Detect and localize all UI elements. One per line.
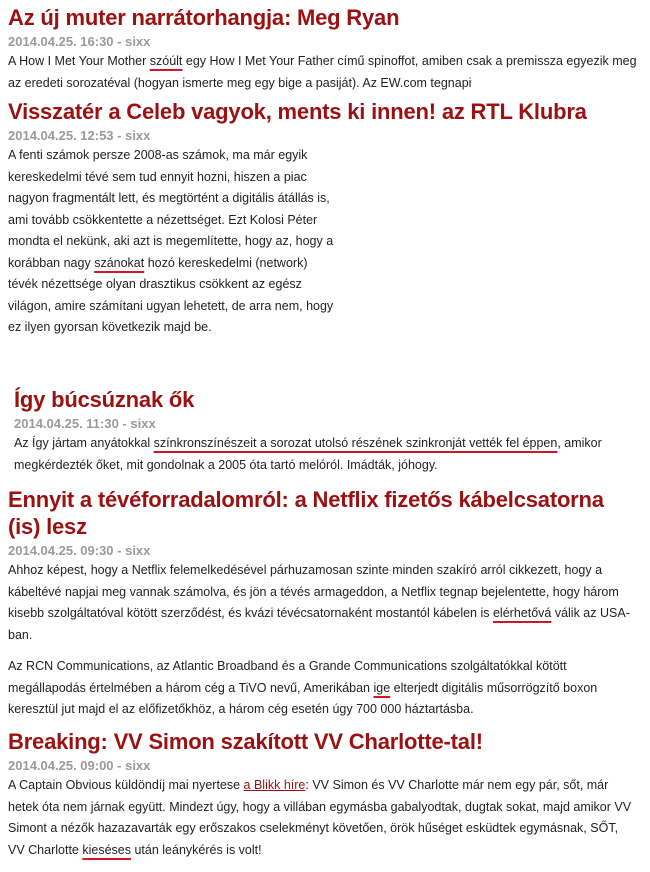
body-text: Az RCN Communications, az Atlantic Broadband és a Grande Communications szolgáltatókkal kötött megállapodás értelmében a három cég a TiVO nevű, Amerikában <box>8 659 567 695</box>
body-text: , amikor megkérdezték őket, mit gondolnak a 2005 óta tartó melóról. Imádták, jóhogy. <box>14 436 602 472</box>
body-text: : VV Simon és VV Charlotte már nem egy pár, sőt, már hetek óta nem járnak együtt. Mindezt úgy, hogy a villában egymásba gabalyodtak, dugtak sokat, majd amikor VV Simont a nézők hazazavarták egy erőszakos cselekményt követően, örök hűséget esküdtek egymásnak, SŐT, VV Charlotte <box>8 778 632 857</box>
post-5 <box>0 728 650 861</box>
body-text: válik az USA-ban. <box>8 606 630 642</box>
post-meta: 2014.04.25. 11:30 - sixx <box>14 416 156 431</box>
blikk-link[interactable]: a Blikk híre <box>243 778 306 792</box>
highlighted-word: szánokat <box>94 255 145 270</box>
post-body <box>0 51 650 94</box>
post-2 <box>0 98 650 339</box>
body-text: egy How I Met Your Father című spinoffot, amiben csak a premissza egyezik meg az eredeti sorozatéval (hogyan ismerte meg egy bige a pasiját). Az EW.com tegnapi <box>8 54 637 90</box>
post-title[interactable]: Így búcsúznak ők <box>14 387 195 412</box>
highlighted-word: szóúlt <box>149 54 183 68</box>
post-meta: 2014.04.25. 16:30 - sixx <box>8 34 151 49</box>
body-text: után leánykérés is volt! <box>130 842 262 857</box>
post-4 <box>0 486 650 721</box>
highlighted-word: elérhetővá <box>492 606 552 620</box>
post-title[interactable]: Ennyit a tévéforradalomról: a Netflix fizetős kábelcsatorna (is) lesz <box>8 487 604 539</box>
body-text: Az Így jártam anyátokkal <box>14 436 154 450</box>
post-title[interactable]: Az új muter narrátorhangja: Meg Ryan <box>8 5 400 30</box>
post-body <box>0 560 636 646</box>
body-text: A Captain Obvious küldöndíj mai nyertese <box>8 778 244 792</box>
post-meta: 2014.04.25. 12:53 - sixx <box>8 128 151 143</box>
body-text: A fenti számok persze 2008-as számok, ma már egyik kereskedelmi tévé sem tud ennyit hozni, hiszen a piac nagyon fragmentált lett, és megtörtént a digitális átállás is, ami tovább csökkentette a nézettséget. Ezt Kolosi Péter mondta el nekünk, aki azt is megemlítette, hogy az, hogy a korábban nagy <box>8 148 334 270</box>
highlighted-word: kieséses <box>82 842 131 857</box>
post-title[interactable]: Breaking: VV Simon szakított VV Charlotte-tal! <box>8 729 483 754</box>
highlighted-word: ige <box>373 680 391 695</box>
post-1 <box>0 4 650 94</box>
post-meta: 2014.04.25. 09:30 - sixx <box>8 543 151 558</box>
highlighted-phrase: színkronszínészeit a sorozat utolsó részének szinkronját vették fel éppen <box>153 436 558 450</box>
post-body <box>0 433 634 476</box>
body-text: hozó kereskedelmi (network) tévék nézettsége olyan drasztikus csökkent az egész világon, amire számítani ugyan lehetett, de arra nem, hogy ez ilyen gyorsan következik majd be. <box>8 255 334 334</box>
post-body <box>0 145 338 339</box>
post-meta: 2014.04.25. 09:00 - sixx <box>8 758 151 773</box>
post-body <box>0 656 636 721</box>
body-text: A How I Met Your Mother <box>8 54 150 68</box>
body-text: Ahhoz képest, hogy a Netflix felemelkedésével párhuzamosan szinte minden szakíró arról cikkezett, hogy a kábeltévé napjai meg vannak számolva, és jön a tévés armageddon, a Netflix tegnap bejelentette, hogy három kisebb szolgáltatóval kötött szerződést, és kvázi tévécsatornaként mostantól kábelen is <box>8 563 619 620</box>
post-body <box>0 775 633 861</box>
body-text: elterjedt digitális műsorrögzítő boxon keresztül jut majd el az előfizetőkhöz, a három cég esetén úgy 700 000 háztartásba. <box>8 680 598 716</box>
post-title[interactable]: Visszatér a Celeb vagyok, ments ki innen! az RTL Klubra <box>8 99 587 124</box>
post-3 <box>0 386 650 476</box>
